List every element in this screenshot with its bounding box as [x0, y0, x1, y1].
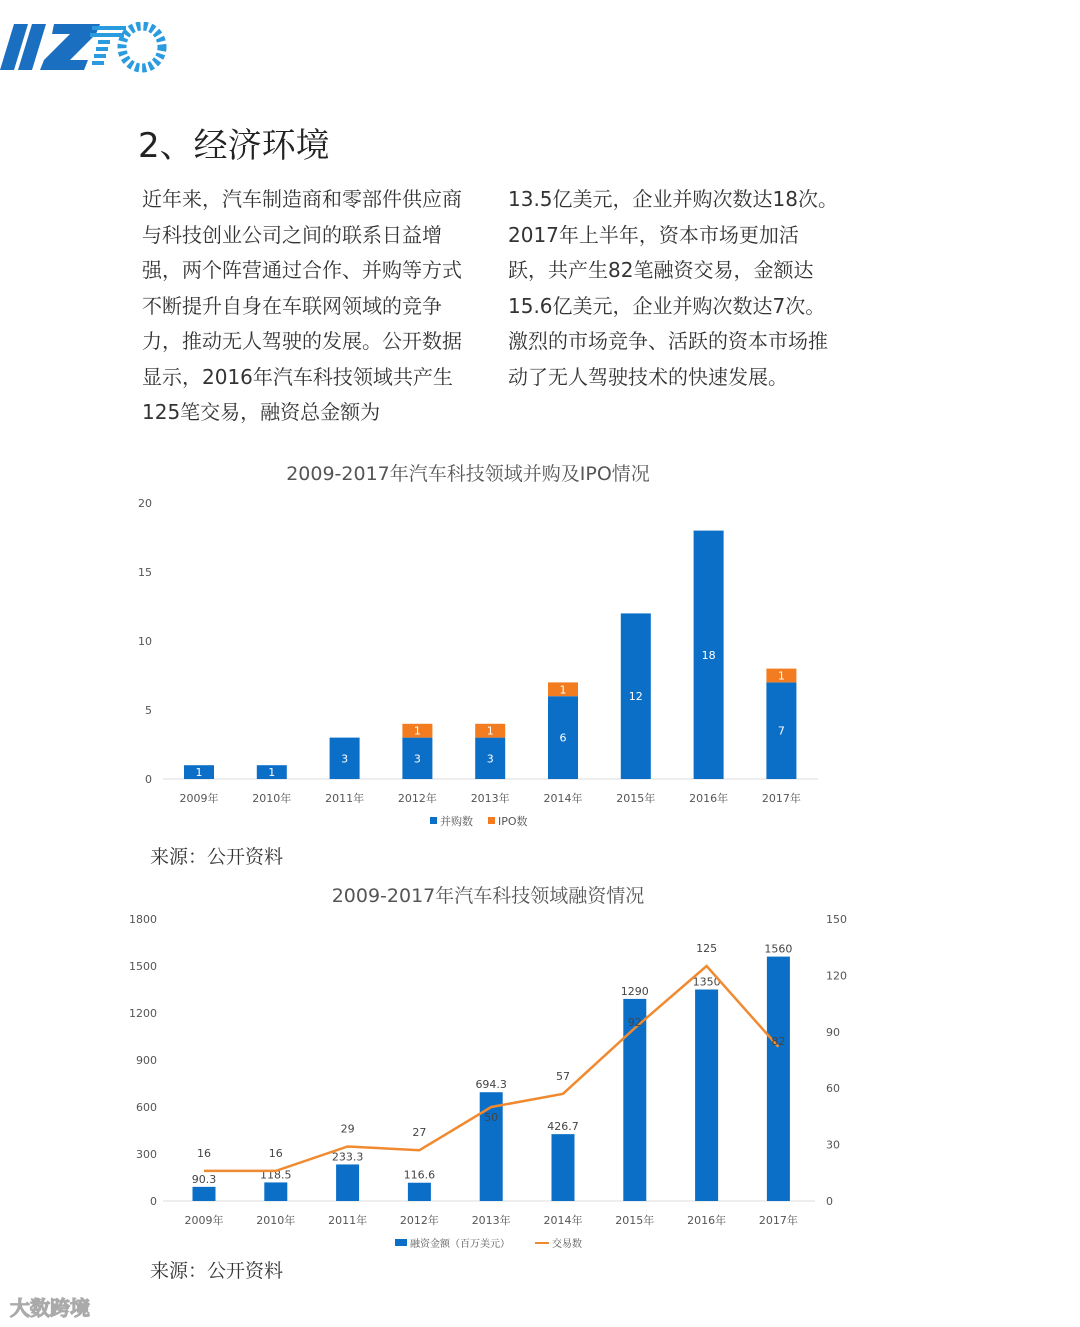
bar-data-label: 426.7 [547, 1120, 579, 1134]
y-right-tick-label: 90 [826, 1025, 840, 1039]
bar-data-label: 18 [701, 648, 716, 662]
y-right-tick-label: 30 [826, 1138, 840, 1152]
section-title: 2、经济环境 [138, 126, 330, 166]
legend-swatch [488, 817, 495, 824]
y-tick-label: 20 [138, 497, 152, 510]
bar-data-label: 1350 [692, 975, 721, 989]
x-tick-label: 2015年 [615, 1214, 655, 1227]
y-left-tick-label: 1200 [129, 1007, 157, 1020]
line-data-label: 82 [771, 1034, 786, 1048]
legend-swatch-bar [395, 1239, 407, 1246]
x-tick-label: 2013年 [470, 792, 510, 805]
bar-data-label: 3 [413, 752, 421, 766]
chart1-merger-ipo [0, 490, 1080, 840]
chart1-title: 2009-2017年汽车科技领域并购及IPO情况 [286, 463, 650, 485]
bar-data-label: 1 [195, 766, 203, 780]
x-tick-label: 2010年 [256, 1214, 296, 1227]
chart2-financing [0, 905, 1080, 1255]
bar-financing [552, 1134, 575, 1201]
line-data-label: 125 [696, 942, 718, 955]
y-left-tick-label: 600 [136, 1101, 157, 1114]
legend-label: IPO数 [498, 815, 528, 828]
y-tick-label: 0 [145, 773, 152, 786]
x-tick-label: 2014年 [543, 1214, 583, 1227]
y-right-tick-label: 150 [826, 913, 847, 926]
logo [0, 22, 170, 74]
y-right-tick-label: 60 [826, 1082, 840, 1096]
bar-data-label: 1 [413, 724, 421, 738]
bar-data-label: 3 [341, 752, 349, 766]
bar-data-label: 1 [486, 724, 494, 738]
line-data-label: 29 [340, 1122, 355, 1136]
bar-data-label: 12 [628, 690, 643, 704]
legend-label: 交易数 [552, 1239, 582, 1250]
bar-data-label: 116.6 [403, 1168, 436, 1182]
x-tick-label: 2012年 [399, 1214, 439, 1227]
paragraph-column-2: 13.5亿美元，企业并购次数达18次。2017年上半年，资本市场更加活跃，共产生82笔融资交易，金额达15.6亿美元，企业并购次数达7次。激烈的市场竞争、活跃的资本市场推动了无人驾驶技术的快速发展。 [508, 187, 838, 389]
y-tick-label: 10 [138, 635, 152, 648]
bar-financing [408, 1183, 431, 1201]
x-tick-label: 2010年 [252, 792, 292, 805]
bar-data-label: 694.3 [475, 1078, 507, 1092]
y-left-tick-label: 1800 [129, 913, 157, 926]
x-tick-label: 2013年 [471, 1214, 511, 1227]
chart2-title: 2009-2017年汽车科技领域融资情况 [331, 885, 645, 907]
source-note-2: 来源：公开资料 [150, 1260, 284, 1282]
x-tick-label: 2016年 [687, 1214, 727, 1227]
bar-data-label: 1560 [764, 942, 793, 956]
bar-financing [264, 1182, 287, 1201]
line-data-label: 16 [268, 1146, 283, 1160]
line-data-label: 92 [627, 1016, 642, 1030]
y-tick-label: 5 [145, 704, 152, 717]
bar-data-label: 3 [486, 752, 494, 766]
x-tick-label: 2011年 [325, 792, 365, 805]
y-right-tick-label: 0 [826, 1195, 833, 1208]
source-note-1: 来源：公开资料 [150, 846, 284, 868]
y-left-tick-label: 300 [136, 1148, 157, 1161]
x-tick-label: 2017年 [761, 792, 801, 805]
bar-data-label: 90.3 [191, 1172, 217, 1186]
line-data-label: 57 [556, 1069, 570, 1083]
bar-data-label: 1290 [620, 984, 649, 998]
legend-label: 并购数 [440, 815, 473, 828]
y-tick-label: 15 [138, 566, 152, 579]
x-tick-label: 2016年 [689, 792, 729, 805]
line-data-label: 16 [197, 1146, 211, 1160]
paragraph-column-1: 近年来，汽车制造商和零部件供应商与科技创业公司之间的联系日益增强，两个阵营通过合作、并购等方式不断提升自身在车联网领域的竞争力，推动无人驾驶的发展。公开数据显示，2016年汽车科技领域共产生 125笔交易，融资总金额为 [142, 187, 462, 424]
x-tick-label: 2017年 [758, 1214, 798, 1227]
bar-data-label: 1 [268, 766, 276, 780]
x-tick-label: 2015年 [616, 792, 656, 805]
line-data-label: 50 [484, 1111, 499, 1124]
y-right-tick-label: 120 [826, 969, 847, 983]
legend-swatch [430, 817, 437, 824]
bar-financing [767, 957, 790, 1201]
x-tick-label: 2011年 [328, 1214, 368, 1227]
bar-data-label: 6 [559, 731, 567, 745]
bar-financing [336, 1164, 359, 1201]
legend-label: 融资金额（百万美元） [410, 1239, 510, 1250]
bar-data-label: 1 [777, 669, 785, 683]
bar-financing [480, 1092, 503, 1201]
y-left-tick-label: 1500 [129, 960, 157, 973]
x-tick-label: 2009年 [184, 1214, 224, 1227]
x-tick-label: 2014年 [543, 792, 583, 805]
bar-financing [695, 990, 718, 1202]
watermark: 大数跨境 [10, 1296, 90, 1320]
y-left-tick-label: 900 [136, 1054, 157, 1067]
bar-data-label: 7 [777, 724, 785, 738]
bar-data-label: 118.5 [260, 1168, 292, 1182]
x-tick-label: 2009年 [179, 792, 219, 805]
x-tick-label: 2012年 [397, 792, 437, 805]
line-data-label: 27 [412, 1126, 427, 1140]
bar-data-label: 1 [559, 683, 567, 697]
bar-financing [193, 1187, 216, 1201]
y-left-tick-label: 0 [150, 1195, 157, 1208]
bar-data-label: 233.3 [331, 1150, 364, 1164]
